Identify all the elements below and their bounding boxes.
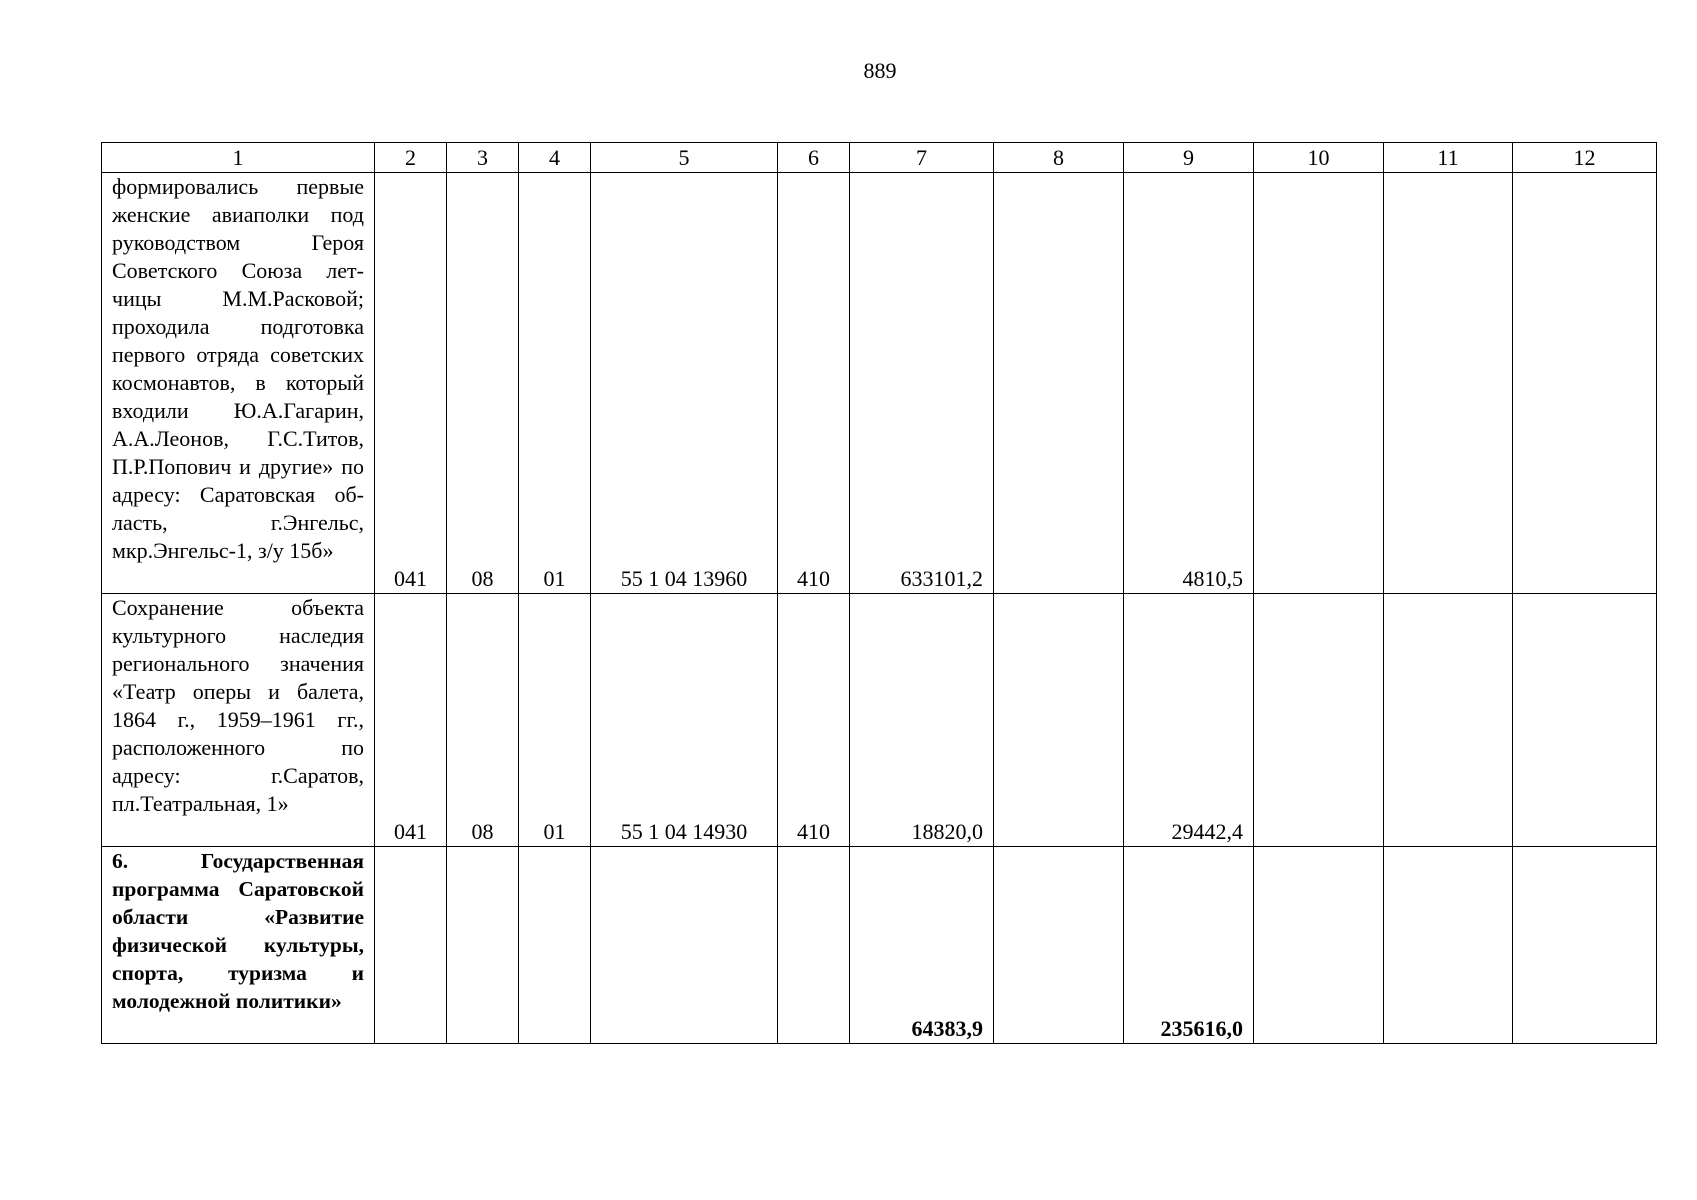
cell-code-3: 08 bbox=[447, 173, 519, 594]
table-row bbox=[102, 173, 1657, 594]
cell-amount-9: 235616,0 bbox=[1124, 847, 1254, 1044]
column-header: 9 bbox=[1124, 143, 1254, 173]
cell-code-5: 55 1 04 13960 bbox=[591, 173, 778, 594]
column-header: 4 bbox=[519, 143, 591, 173]
cell-amount-8 bbox=[994, 173, 1124, 594]
cell-amount-7: 64383,9 bbox=[850, 847, 994, 1044]
cell-amount-10 bbox=[1254, 173, 1384, 594]
cell-code-6: 410 bbox=[778, 594, 850, 847]
cell-amount-11 bbox=[1384, 847, 1513, 1044]
column-header: 3 bbox=[447, 143, 519, 173]
cell-code-4 bbox=[519, 847, 591, 1044]
column-header: 10 bbox=[1254, 143, 1384, 173]
column-header: 2 bbox=[375, 143, 447, 173]
column-header: 6 bbox=[778, 143, 850, 173]
table-row bbox=[102, 847, 1657, 1044]
cell-amount-11 bbox=[1384, 173, 1513, 594]
cell-code-3 bbox=[447, 847, 519, 1044]
cell-amount-11 bbox=[1384, 594, 1513, 847]
row-name: 6. Государственная программа Саратовской области «Развитие физической культуры, спорта, туризма и молодежной политики» bbox=[102, 847, 375, 1044]
cell-code-4: 01 bbox=[519, 173, 591, 594]
cell-amount-8 bbox=[994, 594, 1124, 847]
table-header-row bbox=[102, 143, 1657, 173]
cell-amount-9: 29442,4 bbox=[1124, 594, 1254, 847]
row-name: формировались первые женские авиаполки под руководством Героя Советского Союза летчицы М.М.Расковой; проходила подготовка первого отряда советских космонавтов, в который входили Ю.А.Гагарин, А.А.Леонов, Г.С.Титов, П.Р.Попович и другие» по адресу: Саратовская область, г.Энгельс, мкр.Энгельс-1, з/у 15б» bbox=[102, 173, 375, 594]
cell-amount-12 bbox=[1513, 173, 1657, 594]
cell-amount-10 bbox=[1254, 847, 1384, 1044]
column-header: 8 bbox=[994, 143, 1124, 173]
page-number: 889 bbox=[863, 58, 897, 83]
cell-amount-8 bbox=[994, 847, 1124, 1044]
cell-amount-10 bbox=[1254, 594, 1384, 847]
column-header: 11 bbox=[1384, 143, 1513, 173]
cell-amount-12 bbox=[1513, 594, 1657, 847]
cell-code-2: 041 bbox=[375, 594, 447, 847]
cell-code-5 bbox=[591, 847, 778, 1044]
column-header: 12 bbox=[1513, 143, 1657, 173]
column-header: 1 bbox=[102, 143, 375, 173]
column-header: 5 bbox=[591, 143, 778, 173]
cell-code-4: 01 bbox=[519, 594, 591, 847]
cell-code-5: 55 1 04 14930 bbox=[591, 594, 778, 847]
table-row bbox=[102, 594, 1657, 847]
row-name: Сохранение объекта культурного наследия регионального значения «Театр оперы и балета, 1864 г., 1959–1961 гг., расположенного по адресу: г.Саратов, пл.Театральная, 1» bbox=[102, 594, 375, 847]
cell-code-2 bbox=[375, 847, 447, 1044]
cell-code-2: 041 bbox=[375, 173, 447, 594]
cell-amount-9: 4810,5 bbox=[1124, 173, 1254, 594]
cell-amount-7: 633101,2 bbox=[850, 173, 994, 594]
cell-code-6 bbox=[778, 847, 850, 1044]
budget-table bbox=[101, 142, 1657, 1044]
cell-code-6: 410 bbox=[778, 173, 850, 594]
cell-code-3: 08 bbox=[447, 594, 519, 847]
column-header: 7 bbox=[850, 143, 994, 173]
cell-amount-7: 18820,0 bbox=[850, 594, 994, 847]
cell-amount-12 bbox=[1513, 847, 1657, 1044]
